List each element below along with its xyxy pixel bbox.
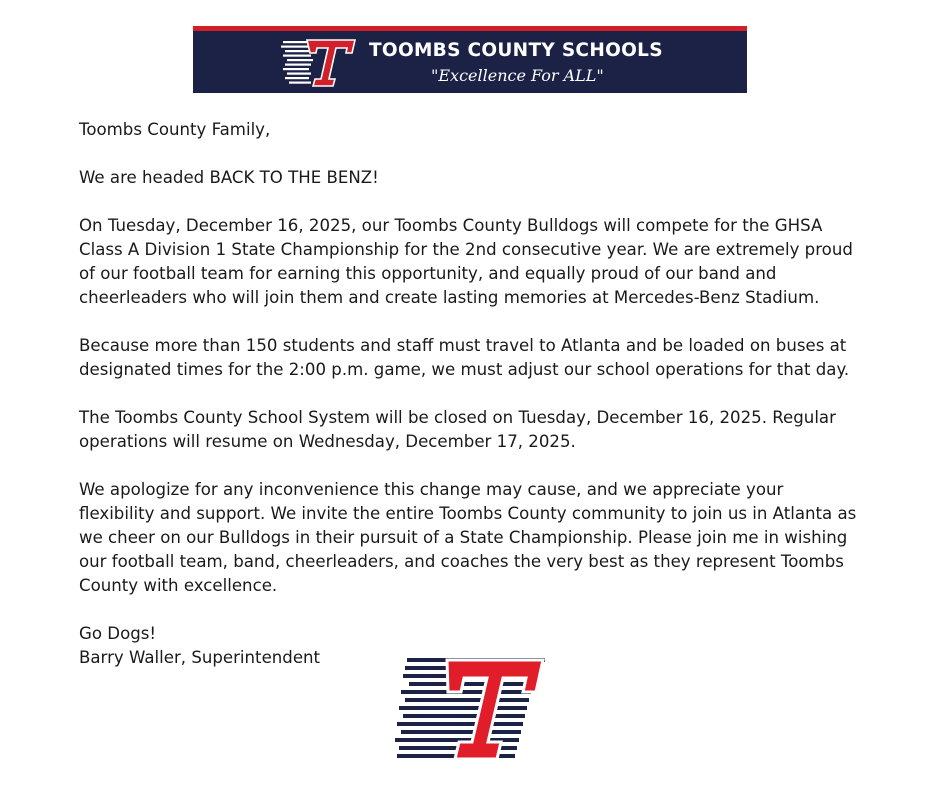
letter-paragraph: The Toombs County School System will be closed on Tuesday, December 16, 2025. Regular operations will resume on Wednesday, December 17, 2025. [79,408,836,451]
letter-signature: Barry Waller, Superintendent [79,648,321,667]
header-banner [193,26,747,93]
letter-paragraph: On Tuesday, December 16, 2025, our Toombs County Bulldogs will compete for the GHSA Class A Division 1 State Championship for the 2nd consecutive year. We are extremely proud of our football team for earning this opportunity, and equally proud of our band and cheerleaders who will join them and create lasting memories at Mercedes-Benz Stadium. [79,216,853,307]
banner-top-stripe [193,26,747,31]
letter-paragraph: We apologize for any inconvenience this change may cause, and we appreciate your flexibility and support. We invite the entire Toombs County community to join us in Atlanta as we cheer on our Bulldogs in their pursuit of a State Championship. Please join me in wishing our football team, band, cheerleaders, and coaches the very best as they represent Toombs County with excellence. [79,480,857,595]
letter-paragraph: We are headed BACK TO THE BENZ! [79,168,379,187]
letter-paragraph: Because more than 150 students and staff must travel to Atlanta and be loaded on buses at designated times for the 2:00 p.m. game, we must adjust our school operations for that day. [79,336,850,379]
banner-tagline: "Excellence For ALL" [431,66,604,85]
letter-body [79,118,864,670]
letter-greeting: Toombs County Family, [79,120,271,139]
banner-title: TOOMBS COUNTY SCHOOLS [369,40,663,61]
toombs-t-logo-icon [395,656,547,762]
toombs-t-logo-icon [281,38,361,88]
letter-closing: Go Dogs! [79,624,157,643]
